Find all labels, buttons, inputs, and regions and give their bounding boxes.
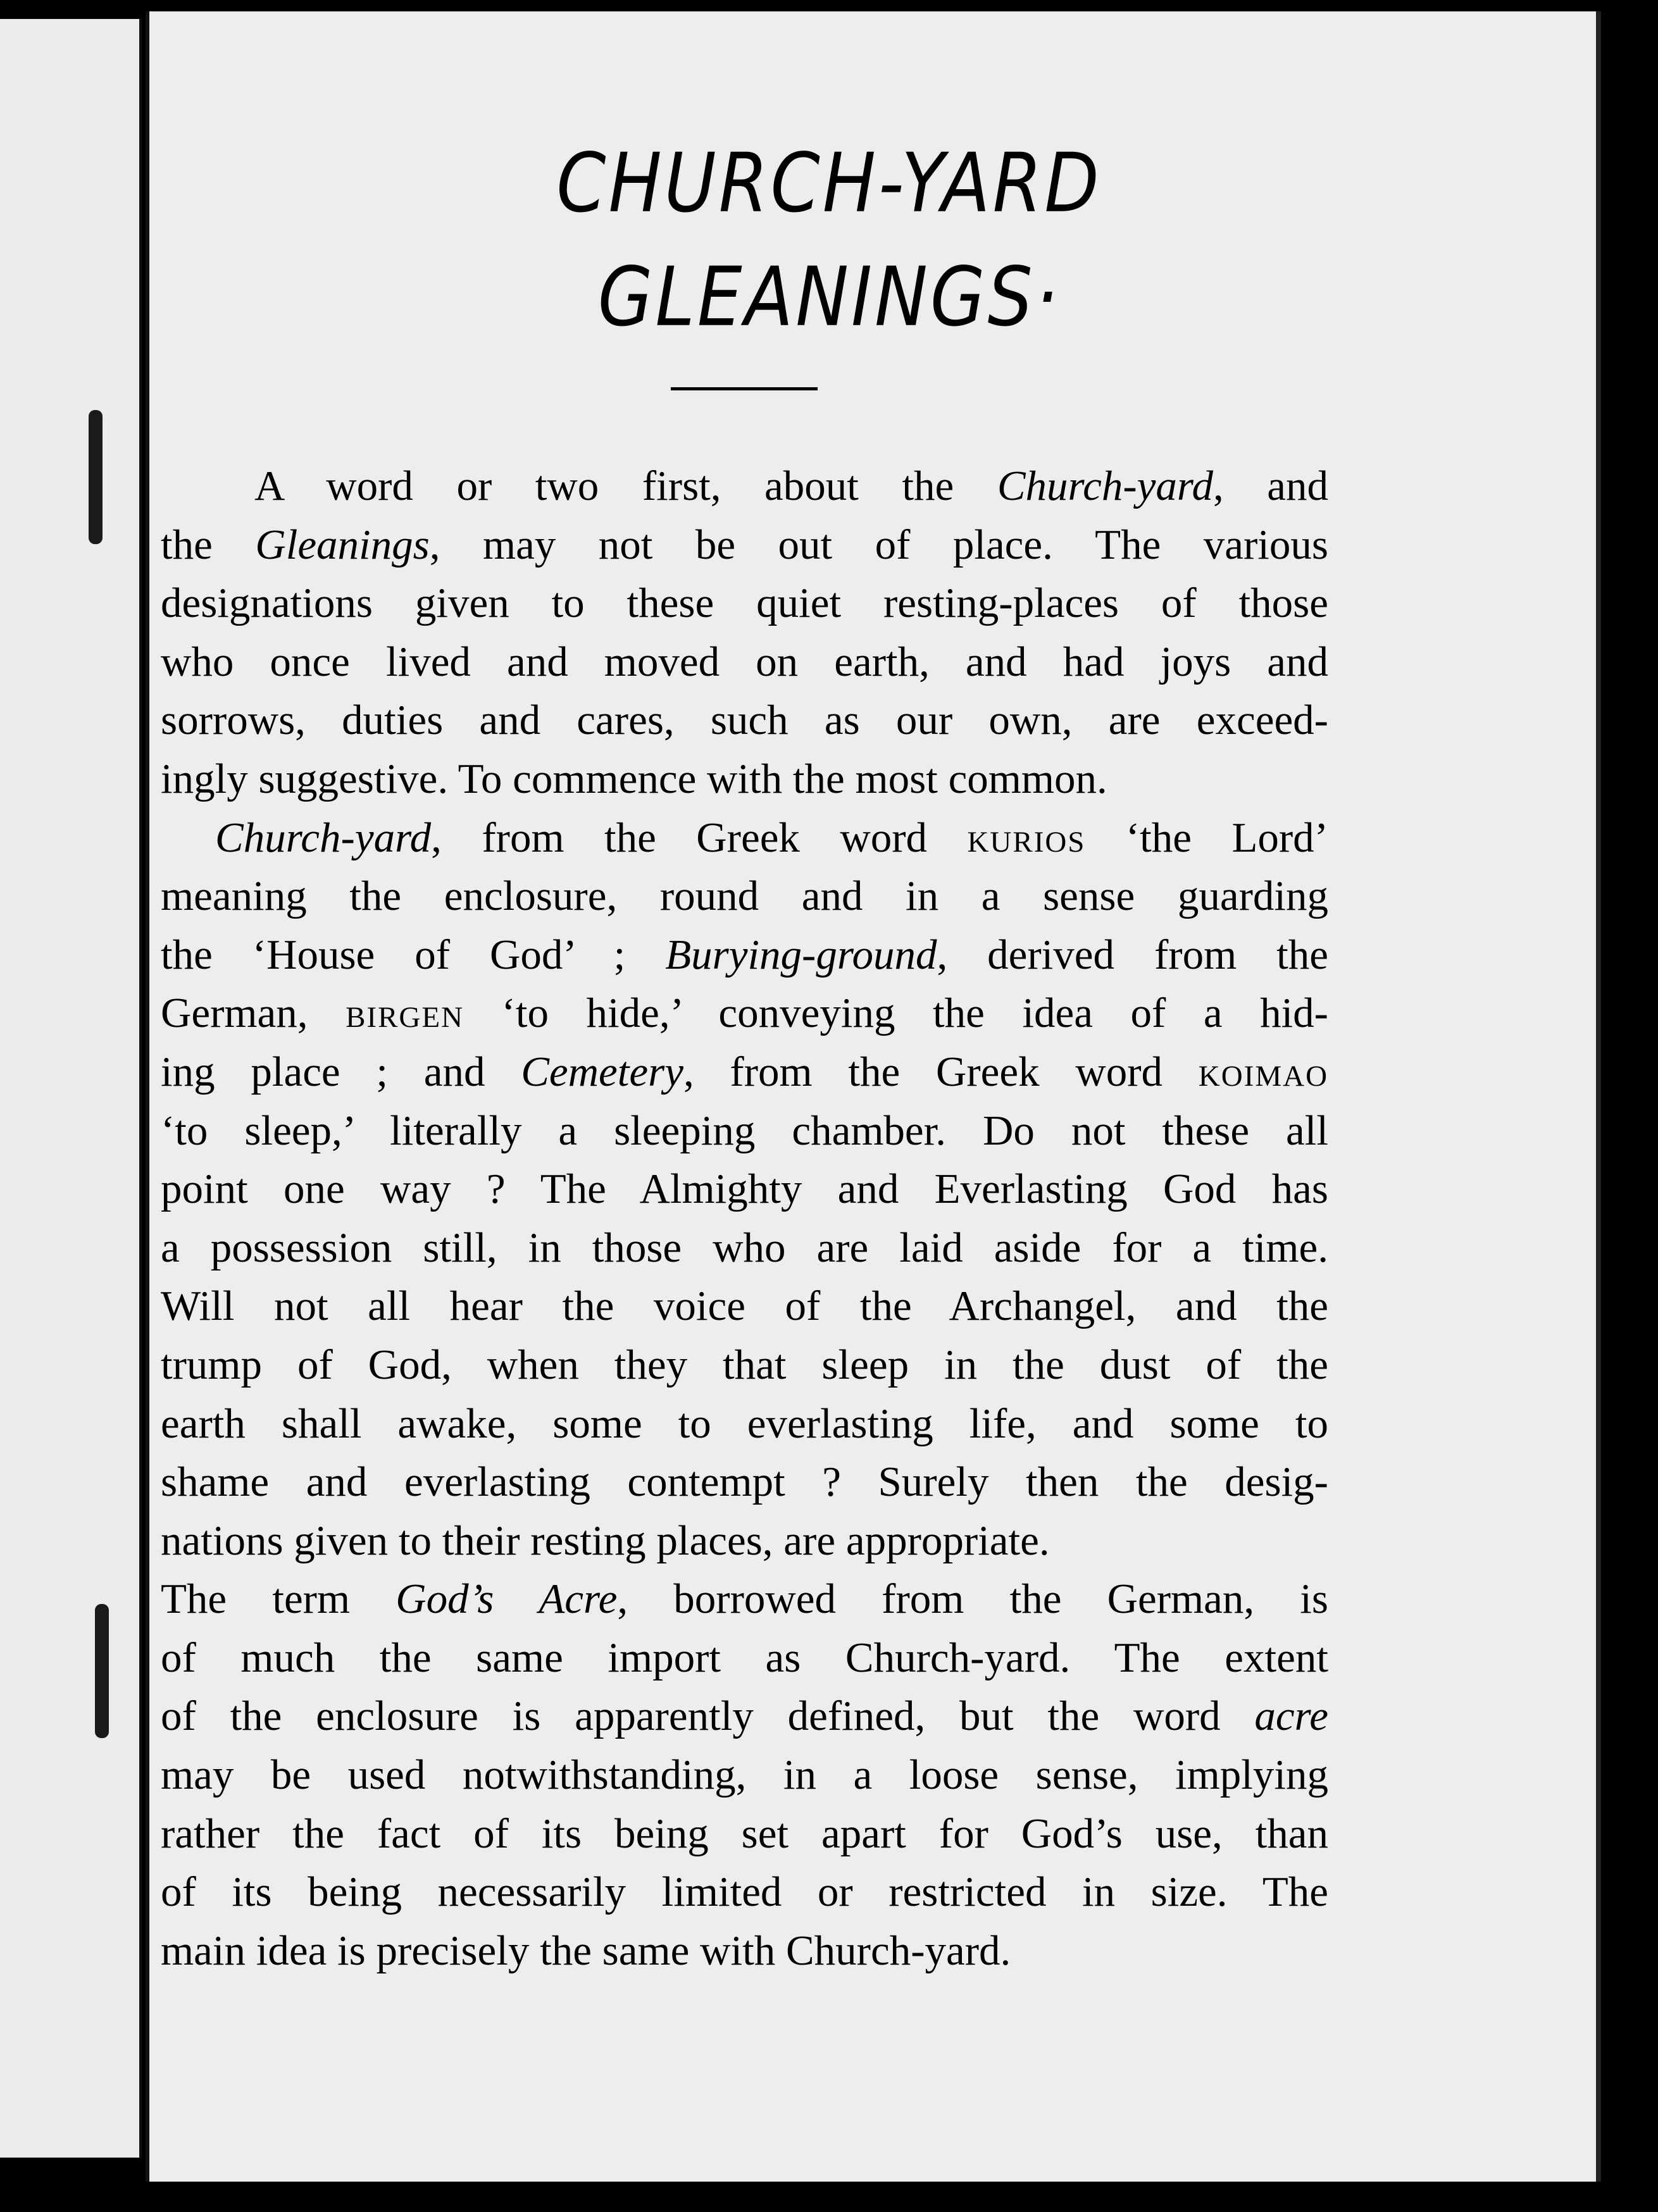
text-line: the ‘House of God’ ; Burying-ground, derived from the [161,931,1328,978]
text-line: of the enclosure is apparently defined, but the word acre [161,1693,1328,1740]
text-line: main idea is precisely the same with Church-yard. [161,1927,1011,1974]
italic-term: Church-yard [215,814,432,861]
text-line: designations given to these quiet resting-places of those [161,580,1328,627]
text-line: ingly suggestive. To commence with the most common. [161,755,1107,802]
text-line: Church-yard, from the Greek word kurios ‘the Lord’ [215,814,1328,861]
title-rule [671,387,818,390]
italic-term: Cemetery [521,1048,683,1095]
italic-term: Gleanings [255,521,430,568]
text-line: A word or two first, about the Church-yard, and [254,463,1328,509]
text-line: shame and everlasting contempt ? Surely then the desig- [161,1458,1328,1506]
small-caps-word: koimao [1198,1048,1329,1095]
text-line: rather the fact of its being set apart for God’s use, than [161,1810,1328,1857]
text-line: sorrows, duties and cares, such as our own, are exceed- [161,697,1328,744]
text-line: nations given to their resting places, are appropriate. [161,1517,1050,1564]
text-line: trump of God, when they that sleep in the dust of the [161,1341,1328,1388]
text-line: of its being necessarily limited or restricted in size. The [161,1868,1328,1916]
text-line: earth shall awake, some to everlasting life, and some to [161,1400,1328,1447]
italic-term: God’s Acre [396,1575,618,1623]
text-line: ‘to sleep,’ literally a sleeping chamber. Do not these all [161,1107,1328,1154]
title-line-1: CHURCH-YARD [556,136,1102,231]
text-line: of much the same import as Church-yard. The extent [161,1634,1328,1681]
text-line: ing place ; and Cemetery, from the Greek word koimao [161,1048,1329,1095]
text-line: the Gleanings, may not be out of place. The various [161,521,1328,568]
title-line-2: GLEANINGS· [597,250,1061,345]
small-caps-word: birgen [346,990,464,1037]
text-line: may be used notwithstanding, in a loose sense, implying [161,1751,1328,1799]
binding-staple-top [89,410,103,544]
text-line: German, birgen ‘to hide,’ conveying the idea of a hid- [161,990,1328,1037]
text-line: who once lived and moved on earth, and had joys and [161,638,1328,685]
text-line: The term God’s Acre, borrowed from the German, is [161,1575,1328,1623]
small-caps-word: kurios [967,814,1086,861]
binding-staple-bottom [95,1604,109,1738]
text-line: Will not all hear the voice of the Archangel, and the [161,1283,1328,1330]
text-line: a possession still, in those who are laid aside for a time. [161,1224,1328,1271]
italic-term: Church-yard [997,463,1213,509]
italic-term: acre [1254,1693,1328,1740]
body-text [161,457,1328,1980]
italic-term: Burying-ground [665,931,937,978]
text-line: point one way ? The Almighty and Everlasting God has [161,1165,1328,1213]
text-line: meaning the enclosure, round and in a sense guarding [161,873,1328,920]
